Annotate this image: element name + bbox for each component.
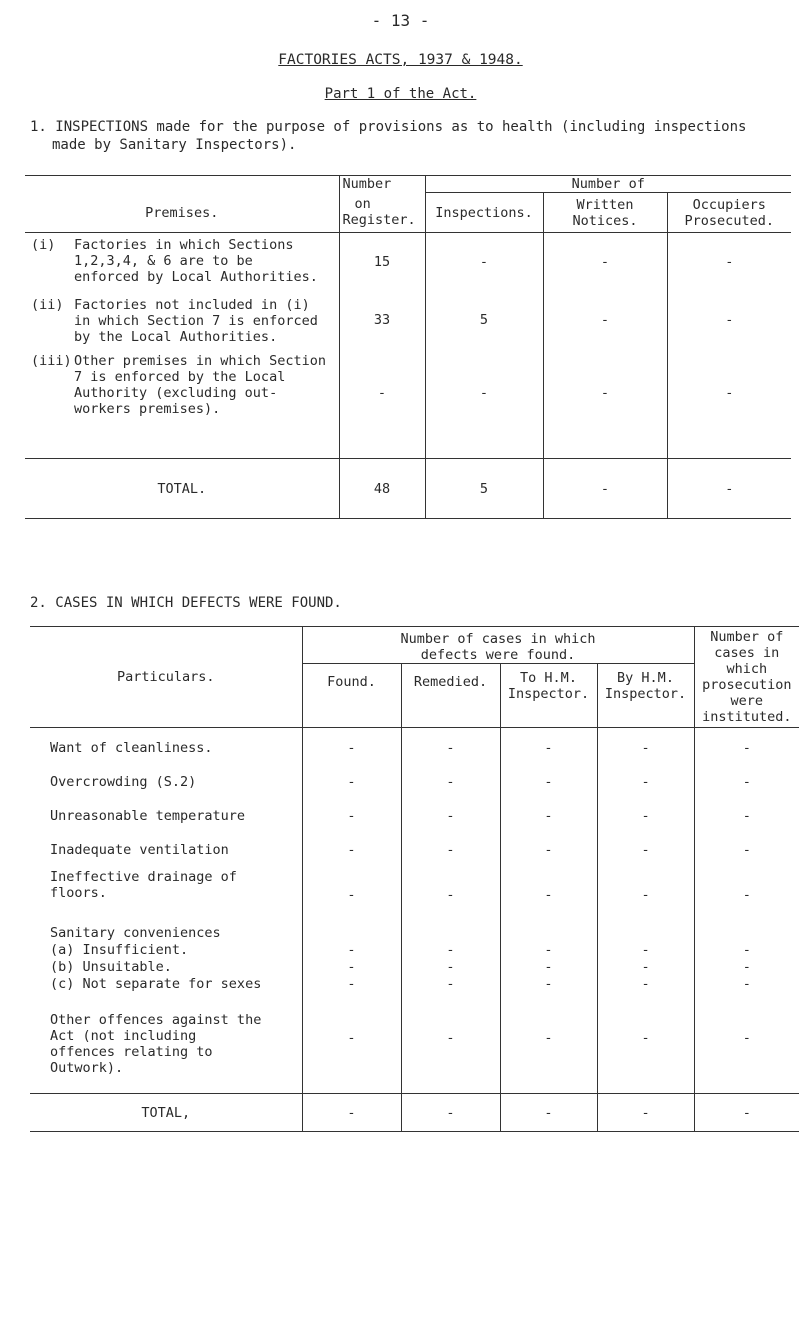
table-row (30, 740, 799, 774)
row-notices: - (543, 233, 667, 291)
page-number: - 13 - (371, 11, 430, 30)
row-particulars: Ineffective drainage of floors. (30, 869, 302, 925)
row-particulars: (c) Not separate for sexes (30, 976, 302, 1012)
row-remedied: - (401, 808, 500, 842)
row-to-hm: - (500, 740, 597, 774)
section1-heading-line2: made by Sanitary Inspectors). (52, 137, 297, 153)
row-particulars: (b) Unsuitable. (30, 959, 302, 976)
total-row (30, 1094, 799, 1132)
row-to-hm: - (500, 942, 597, 959)
total-register: 48 (339, 459, 425, 519)
row-prosecution: - (742, 941, 751, 958)
row-particulars: Sanitary conveniences (30, 925, 302, 942)
row-register: - (339, 349, 425, 459)
row-by-hm: - (597, 1012, 694, 1094)
table-row (30, 842, 799, 869)
row-remedied: - (401, 959, 500, 976)
row-prosecution: - (694, 1012, 799, 1094)
row-remedied: - (401, 942, 500, 959)
total-label: TOTAL, (30, 1094, 302, 1132)
row-register: 15 (339, 233, 425, 291)
col-premises-header: Premises. (25, 176, 339, 233)
table-row (30, 959, 799, 976)
row-found: - (302, 942, 401, 959)
table-row (30, 925, 799, 942)
total-found: - (302, 1094, 401, 1132)
table-row (25, 349, 791, 459)
col-to-hm-header: To H.M. Inspector. (500, 664, 597, 728)
row-prosecution: - (742, 975, 751, 992)
row-found: - (302, 842, 401, 869)
row-by-hm: - (597, 842, 694, 869)
total-by-hm: - (597, 1094, 694, 1132)
row-particulars: Inadequate ventilation (30, 842, 302, 869)
row-remedied: - (401, 976, 500, 1012)
row-by-hm: - (597, 774, 694, 808)
row-found: - (302, 1012, 401, 1094)
row-prosecuted: - (725, 253, 734, 270)
col-occupiers-header: Occupiers Prosecuted. (667, 193, 791, 233)
row-by-hm: - (597, 740, 694, 774)
total-remedied: - (401, 1094, 500, 1132)
row-prosecution: - (742, 958, 751, 975)
table-row (25, 233, 791, 291)
col-by-hm-header: By H.M. Inspector. (597, 664, 694, 728)
document-title: FACTORIES ACTS, 1937 & 1948. (278, 52, 523, 68)
row-remedied: - (401, 774, 500, 808)
col-particulars-header: Particulars. (30, 627, 302, 728)
total-prosecution: - (694, 1094, 799, 1132)
row-to-hm: - (500, 959, 597, 976)
row-notices: - (543, 349, 667, 459)
inspections-table (25, 175, 791, 519)
row-prosecution: - (742, 739, 751, 756)
document-subtitle: Part 1 of the Act. (324, 86, 477, 102)
total-inspections: 5 (425, 459, 543, 519)
section1-heading-line1: 1. INSPECTIONS made for the purpose of provisions as to health (including inspections (30, 119, 747, 135)
row-to-hm: - (500, 1012, 597, 1094)
row-inspections: 5 (425, 291, 543, 349)
row-found: - (302, 976, 401, 1012)
row-found: - (302, 774, 401, 808)
row-by-hm: - (597, 869, 694, 925)
row-by-hm: - (597, 942, 694, 959)
row-prosecution: - (742, 886, 751, 903)
table-row (30, 869, 799, 925)
row-prosecuted: - (667, 349, 791, 459)
row-found: - (302, 808, 401, 842)
row-notices: - (543, 291, 667, 349)
row-inspections: - (425, 349, 543, 459)
col-prosecution-header: Number of cases in which prosecution were instituted. (694, 627, 799, 728)
table-row (30, 808, 799, 842)
row-to-hm: - (500, 774, 597, 808)
col-cases-header: Number of cases in which defects were found. (302, 627, 694, 664)
defects-table (30, 626, 799, 1132)
row-to-hm: - (500, 869, 597, 925)
row-remedied: - (401, 869, 500, 925)
row-premises: (i) Factories in which Sections 1,2,3,4, & 6 are to be enforced by Local Authorities. (25, 233, 339, 291)
row-particulars: Unreasonable temperature (30, 808, 302, 842)
row-by-hm: - (597, 959, 694, 976)
total-label: TOTAL. (25, 459, 339, 519)
table-row (30, 942, 799, 959)
table-row (25, 291, 791, 349)
row-remedied: - (401, 842, 500, 869)
row-found: - (302, 959, 401, 976)
row-particulars: Want of cleanliness. (30, 740, 302, 774)
section2-heading: 2. CASES IN WHICH DEFECTS WERE FOUND. (30, 595, 342, 611)
total-notices: - (543, 459, 667, 519)
row-register: 33 (339, 291, 425, 349)
table-row (30, 976, 799, 1012)
row-remedied: - (401, 740, 500, 774)
row-to-hm: - (500, 976, 597, 1012)
row-particulars: Overcrowding (S.2) (30, 774, 302, 808)
row-prosecution: - (742, 841, 751, 858)
col-written-notices-header: Written Notices. (543, 193, 667, 233)
col-remedied-header: Remedied. (401, 664, 500, 728)
row-premises: (ii) Factories not included in (i) in which Section 7 is enforced by the Local Authorities. (25, 291, 339, 349)
row-particulars: Other offences against the Act (not including offences relating to Outwork). (30, 1012, 302, 1094)
total-prosecuted: - (667, 459, 791, 519)
row-found: - (302, 740, 401, 774)
row-inspections: - (425, 233, 543, 291)
table-row (30, 774, 799, 808)
row-to-hm: - (500, 808, 597, 842)
total-to-hm: - (500, 1094, 597, 1132)
col-number-of-header: Number of (425, 176, 791, 193)
total-row (25, 459, 791, 519)
row-by-hm: - (597, 976, 694, 1012)
col-found-header: Found. (302, 664, 401, 728)
row-by-hm: - (597, 808, 694, 842)
col-number-register-header: Number on Register. (339, 176, 425, 233)
row-prosecuted: - (725, 311, 734, 328)
row-remedied: - (401, 1012, 500, 1094)
row-premises: (iii) Other premises in which Section 7 is enforced by the Local Authority (excluding out- workers premises). (25, 349, 339, 459)
row-prosecution: - (742, 807, 751, 824)
table-row (30, 1012, 799, 1094)
col-inspections-header: Inspections. (425, 193, 543, 233)
row-prosecution: - (742, 773, 751, 790)
row-found: - (302, 869, 401, 925)
row-to-hm: - (500, 842, 597, 869)
row-particulars: (a) Insufficient. (30, 942, 302, 959)
